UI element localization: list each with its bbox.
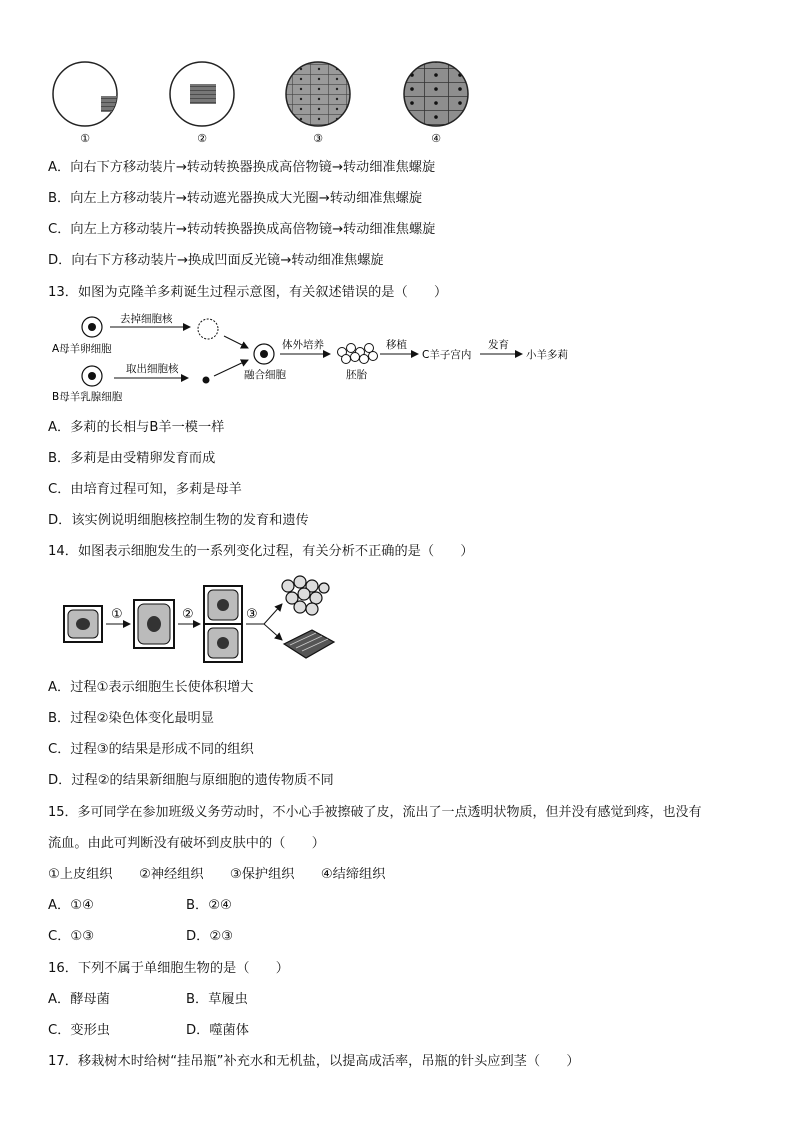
q15-option-a: A．①④: [48, 898, 94, 913]
view-3: [286, 62, 350, 126]
q16-stem: 16．下列不属于单细胞生物的是（ ）: [48, 961, 289, 976]
microscope-views-figure: [40, 54, 480, 150]
round-cell-tissue: [282, 576, 329, 615]
label-uterus: C羊子宫内: [422, 349, 472, 361]
view-3-label: ③: [313, 132, 323, 145]
q14-option-b: B．过程②染色体变化最明显: [48, 711, 214, 726]
q15-option-b: B．②④: [186, 898, 232, 913]
q15-option-d: D．②③: [186, 929, 233, 944]
q12-option-a: A．向右下方移动装片→转动转换器换成高倍物镜→转动细准焦螺旋: [48, 160, 436, 175]
q13-option-c: C．由培育过程可知，多莉是母羊: [48, 482, 242, 497]
q13-stem: 13．如图为克隆羊多莉诞生过程示意图，有关叙述错误的是（ ）: [48, 285, 448, 300]
label-develop: 发育: [488, 339, 509, 351]
q15-stem-line2: 流血。由此可判断没有破坏到皮肤中的（ ）: [48, 836, 325, 851]
q15-option-c: C．①③: [48, 929, 95, 944]
label-take-nucleus: 取出细胞核: [126, 363, 179, 375]
view-2-label: ②: [197, 132, 207, 145]
label-gland-cell: B母羊乳腺细胞: [52, 391, 123, 403]
q13-option-b: B．多莉是由受精卵发育而成: [48, 451, 216, 466]
q12-option-d: D．向右下方移动装片→换成凹面反光镜→转动细准焦螺旋: [48, 253, 384, 268]
label-remove-nucleus: 去掉细胞核: [120, 313, 173, 325]
label-dolly: 小羊多莉: [526, 349, 568, 361]
step-2-label: ②: [182, 607, 194, 622]
q14-stem: 14．如图表示细胞发生的一系列变化过程，有关分析不正确的是（ ）: [48, 544, 474, 559]
view-1-label: ①: [80, 132, 90, 145]
q14-option-a: A．过程①表示细胞生长使体积增大: [48, 680, 254, 695]
q16-option-c: C．变形虫: [48, 1023, 110, 1038]
q12-option-c: C．向左上方移动装片→转动转换器换成高倍物镜→转动细准焦螺旋: [48, 222, 436, 237]
q13-option-d: D．该实例说明细胞核控制生物的发育和遗传: [48, 513, 309, 528]
q16-option-d: D．噬菌体: [186, 1023, 249, 1038]
view-2: [170, 62, 234, 126]
q17-stem: 17．移栽树木时给树“挂吊瓶”补充水和无机盐，以提高成活率，吊瓶的针头应到茎（ ）: [48, 1054, 580, 1069]
label-egg-cell: A母羊卵细胞: [52, 343, 112, 355]
layered-tissue: [284, 630, 334, 658]
cell-change-diagram: [60, 574, 340, 666]
q15-items: ①上皮组织 ②神经组织 ③保护组织 ④结缔组织: [48, 867, 386, 882]
embryo-cluster: [338, 344, 378, 364]
q15-stem-line1: 15．多可同学在参加班级义务劳动时，不小心手被擦破了皮，流出了一点透明状物质，但并没有感觉到疼，也没有: [48, 805, 702, 820]
label-transplant: 移植: [386, 339, 407, 351]
label-fused-cell: 融合细胞: [244, 369, 286, 381]
view-4-label: ④: [431, 132, 441, 145]
q12-option-b: B．向左上方移动装片→转动遮光器换成大光圈→转动细准焦螺旋: [48, 191, 423, 206]
step-3-label: ③: [246, 607, 258, 622]
step-1-label: ①: [111, 607, 123, 622]
label-embryo: 胚胎: [346, 369, 367, 381]
label-culture: 体外培养: [282, 339, 324, 351]
cloning-diagram: [48, 312, 588, 404]
q16-option-b: B．草履虫: [186, 992, 248, 1007]
q16-option-a: A．酵母菌: [48, 992, 110, 1007]
q13-option-a: A．多莉的长相与B羊一模一样: [48, 420, 225, 435]
view-4: [404, 62, 468, 126]
q14-option-d: D．过程②的结果新细胞与原细胞的遗传物质不同: [48, 773, 334, 788]
view-1: [53, 62, 121, 126]
q14-option-c: C．过程③的结果是形成不同的组织: [48, 742, 254, 757]
